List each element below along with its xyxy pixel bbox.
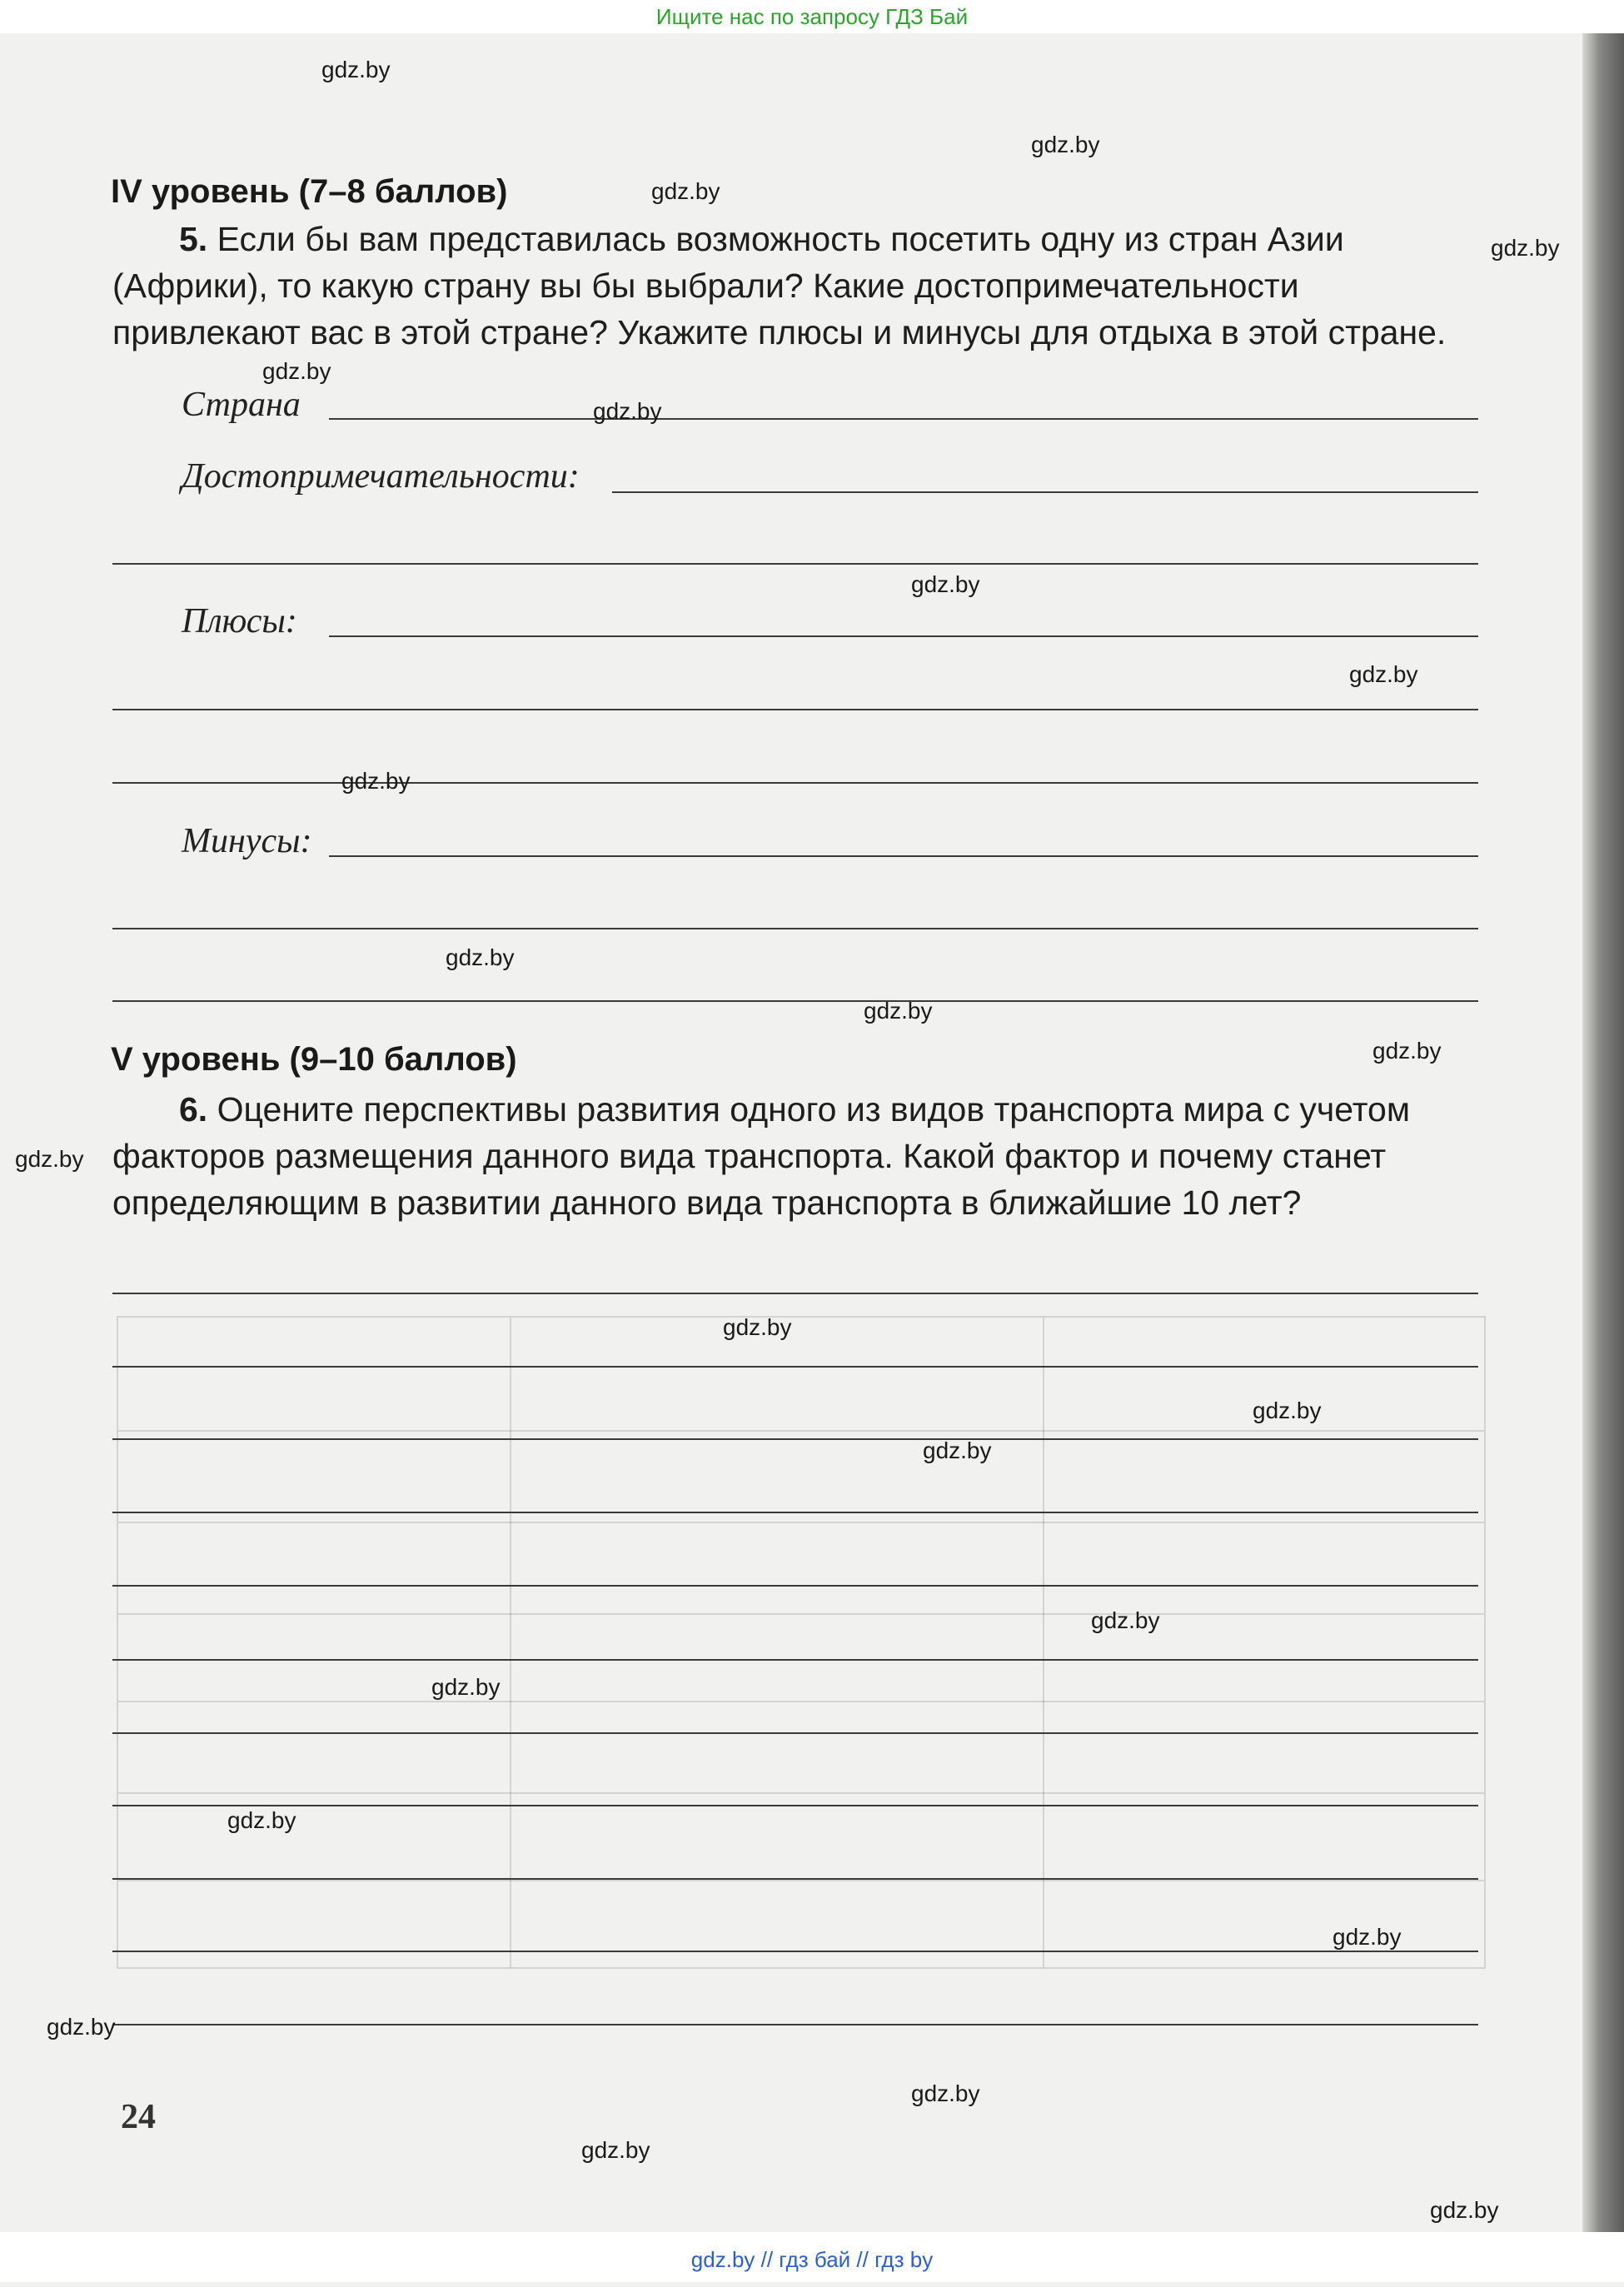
watermark: gdz.by (262, 358, 331, 384)
answer-line-6-4[interactable] (112, 1512, 1478, 1513)
answer-line-6-1[interactable] (112, 1293, 1478, 1294)
watermark: gdz.by (47, 2014, 116, 2040)
answer-line-sights-1[interactable] (612, 491, 1478, 493)
answer-line-6-9[interactable] (112, 1878, 1478, 1880)
answer-line-6-2[interactable] (112, 1366, 1478, 1368)
answer-line-country[interactable] (329, 418, 1478, 420)
watermark: gdz.by (1253, 1398, 1322, 1423)
top-banner[interactable]: Ищите нас по запросу ГДЗ Бай (0, 0, 1624, 33)
answer-line-cons-1[interactable] (329, 855, 1478, 857)
task-6-number: 6. (179, 1090, 208, 1129)
watermark: gdz.by (446, 944, 515, 970)
answer-line-sights-2[interactable] (112, 563, 1478, 565)
watermark: gdz.by (15, 1146, 84, 1172)
sights-label: Достопримечательности: (182, 457, 580, 496)
answer-line-6-6[interactable] (112, 1659, 1478, 1661)
task-5-number: 5. (179, 220, 208, 258)
watermark: gdz.by (1031, 132, 1100, 157)
answer-line-6-7[interactable] (112, 1732, 1478, 1734)
answer-line-6-10[interactable] (112, 1951, 1478, 1952)
watermark: gdz.by (581, 2137, 650, 2163)
page-number: 24 (121, 2098, 156, 2136)
answer-line-6-3[interactable] (112, 1438, 1478, 1440)
answer-line-cons-3[interactable] (112, 1000, 1478, 1002)
watermark: gdz.by (1372, 1038, 1442, 1064)
task-5-text: Если бы вам представилась возможность посетить одну из стран Азии (Африки), то какую страну вы бы выбрали? Какие достопримечательности привлекают вас в этой стране? Укажите плюсы и минусы для отдыха в этой стране. (112, 220, 1447, 351)
watermark: gdz.by (864, 998, 933, 1024)
task-6-text: Оцените перспективы развития одного из видов транспорта мира с учетом факторов размещения данного вида транспорта. Какой фактор и почему станет определяющим в развитии данного вида транспорта в ближайшие 10 лет? (112, 1090, 1411, 1222)
answer-line-6-8[interactable] (112, 1805, 1478, 1806)
watermark: gdz.by (1091, 1607, 1160, 1633)
watermark: gdz.by (911, 571, 980, 597)
answer-line-pros-3[interactable] (112, 782, 1478, 784)
footer-links[interactable]: gdz.by // гдз бай // гдз by (0, 2232, 1624, 2282)
watermark: gdz.by (1430, 2197, 1499, 2223)
level-5-heading: V уровень (9–10 баллов) (111, 1041, 517, 1078)
watermark: gdz.by (1333, 1924, 1402, 1950)
watermark: gdz.by (1491, 235, 1560, 261)
watermark: gdz.by (923, 1437, 992, 1463)
answer-line-6-5[interactable] (112, 1585, 1478, 1587)
watermark: gdz.by (593, 398, 662, 424)
watermark: gdz.by (651, 178, 720, 204)
country-label: Страна (182, 386, 301, 424)
cons-label: Минусы: (182, 822, 312, 860)
answer-line-pros-1[interactable] (329, 635, 1478, 637)
watermark: gdz.by (321, 57, 391, 82)
watermark: gdz.by (911, 2080, 980, 2106)
answer-line-pros-2[interactable] (112, 709, 1478, 710)
level-4-heading: IV уровень (7–8 баллов) (111, 173, 508, 210)
answer-line-cons-2[interactable] (112, 928, 1478, 929)
answer-line-6-11[interactable] (112, 2024, 1478, 2025)
watermark: gdz.by (431, 1674, 501, 1700)
watermark: gdz.by (723, 1314, 792, 1340)
task-5 (112, 216, 1487, 356)
page-edge-shadow (1582, 33, 1624, 2232)
task-6 (112, 1086, 1487, 1226)
watermark: gdz.by (341, 768, 411, 794)
watermark: gdz.by (1349, 661, 1418, 687)
watermark: gdz.by (227, 1807, 296, 1833)
pros-label: Плюсы: (182, 602, 297, 640)
